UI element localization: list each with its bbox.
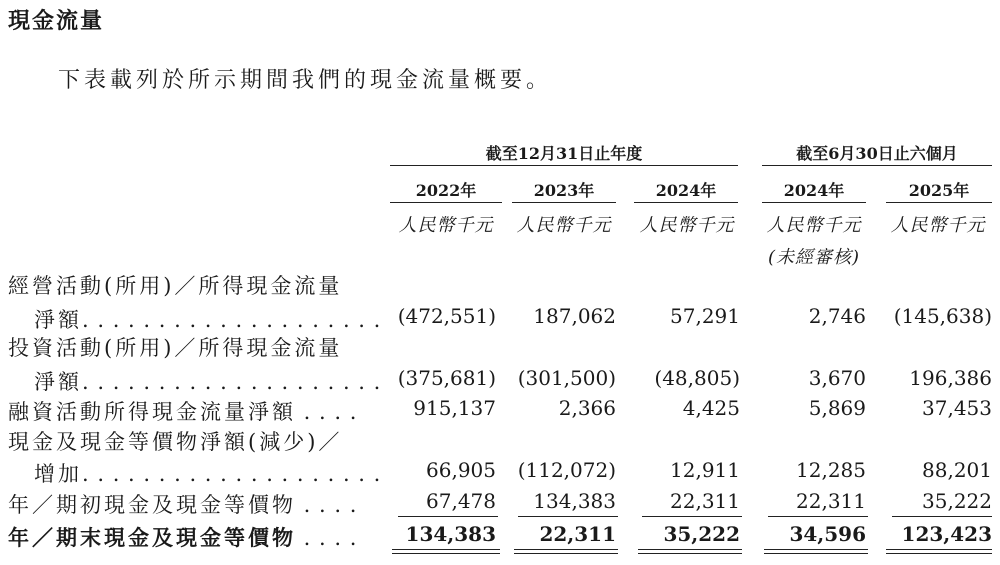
table-cell: 12,285	[796, 458, 866, 482]
unit-label: 人民幣千元	[639, 215, 735, 236]
total-double-rule	[392, 549, 500, 554]
total-cell: 134,383	[405, 522, 496, 546]
row-label-operating-cont: 淨額. . . . . . . . . . . . . . . . . . . .	[34, 308, 382, 332]
year-header-2024: 2024年	[655, 181, 717, 200]
unit-label: 人民幣千元	[766, 215, 862, 236]
total-double-rule	[764, 549, 868, 554]
table-cell: 3,670	[808, 366, 866, 390]
total-cell: 35,222	[663, 522, 740, 546]
subtotal-rule	[398, 516, 498, 517]
row-label-opening-cash: 年／期初現金及現金等價物 . . . .	[8, 493, 358, 517]
year-rule	[886, 202, 992, 203]
year-rule	[762, 202, 866, 203]
row-label-investing-cont: 淨額. . . . . . . . . . . . . . . . . . . .	[34, 370, 382, 394]
unaudited-note: (未經審核)	[767, 247, 861, 268]
table-cell: 22,311	[796, 489, 866, 513]
table-cell: 2,366	[558, 396, 616, 420]
unit-label: 人民幣千元	[890, 215, 986, 236]
table-cell: 12,911	[670, 458, 740, 482]
unit-label: 人民幣千元	[398, 215, 494, 236]
year-header-2022: 2022年	[415, 181, 477, 200]
subtotal-rule	[518, 516, 618, 517]
row-label-financing: 融資活動所得現金流量淨額 . . . .	[8, 400, 358, 424]
total-double-rule	[886, 549, 992, 554]
subtotal-rule	[892, 516, 992, 517]
year-rule	[634, 202, 738, 203]
table-cell: 5,869	[808, 396, 866, 420]
section-title: 現金流量	[8, 8, 105, 34]
table-cell: 88,201	[922, 458, 992, 482]
table-cell: 67,478	[426, 489, 496, 513]
total-cell: 123,423	[901, 522, 992, 546]
row-label-net-change: 現金及現金等價物淨額(減少)／	[8, 430, 343, 454]
table-cell: (145,638)	[893, 304, 992, 328]
table-cell: 22,311	[670, 489, 740, 513]
total-double-rule	[638, 549, 742, 554]
period-six-months-header: 截至6月30日止六個月	[796, 144, 958, 163]
year-header-2024-h1: 2024年	[783, 181, 845, 200]
table-cell: (112,072)	[517, 458, 616, 482]
year-rule	[390, 202, 502, 203]
subtotal-rule	[768, 516, 868, 517]
table-cell: (301,500)	[517, 366, 616, 390]
row-label-closing-cash: 年／期末現金及現金等價物 . . . .	[8, 525, 358, 550]
subtotal-rule	[642, 516, 742, 517]
period-six-months-rule	[762, 165, 992, 166]
table-cell: 187,062	[533, 304, 616, 328]
table-cell: (472,551)	[397, 304, 496, 328]
row-label-investing: 投資活動(所用)／所得現金流量	[8, 336, 343, 360]
period-year-rule	[390, 165, 738, 166]
table-cell: 66,905	[426, 458, 496, 482]
year-rule	[512, 202, 616, 203]
total-cell: 22,311	[539, 522, 616, 546]
year-header-2025-h1: 2025年	[908, 181, 970, 200]
table-cell: 196,386	[909, 366, 992, 390]
total-cell: 34,596	[789, 522, 866, 546]
table-cell: (375,681)	[397, 366, 496, 390]
unit-label: 人民幣千元	[516, 215, 612, 236]
row-label-operating: 經營活動(所用)／所得現金流量	[8, 274, 343, 298]
intro-paragraph: 下表載列於所示期間我們的現金流量概要。	[58, 68, 553, 93]
table-cell: 35,222	[922, 489, 992, 513]
table-cell: 37,453	[922, 396, 992, 420]
table-cell: 57,291	[670, 304, 740, 328]
period-year-header: 截至12月31日止年度	[485, 144, 643, 163]
table-cell: 134,383	[533, 489, 616, 513]
table-cell: 2,746	[808, 304, 866, 328]
year-header-2023: 2023年	[533, 181, 595, 200]
table-cell: 915,137	[413, 396, 496, 420]
total-double-rule	[514, 549, 618, 554]
table-cell: 4,425	[682, 396, 740, 420]
row-label-net-change-cont: 增加. . . . . . . . . . . . . . . . . . . .	[34, 462, 382, 486]
table-cell: (48,805)	[654, 366, 740, 390]
